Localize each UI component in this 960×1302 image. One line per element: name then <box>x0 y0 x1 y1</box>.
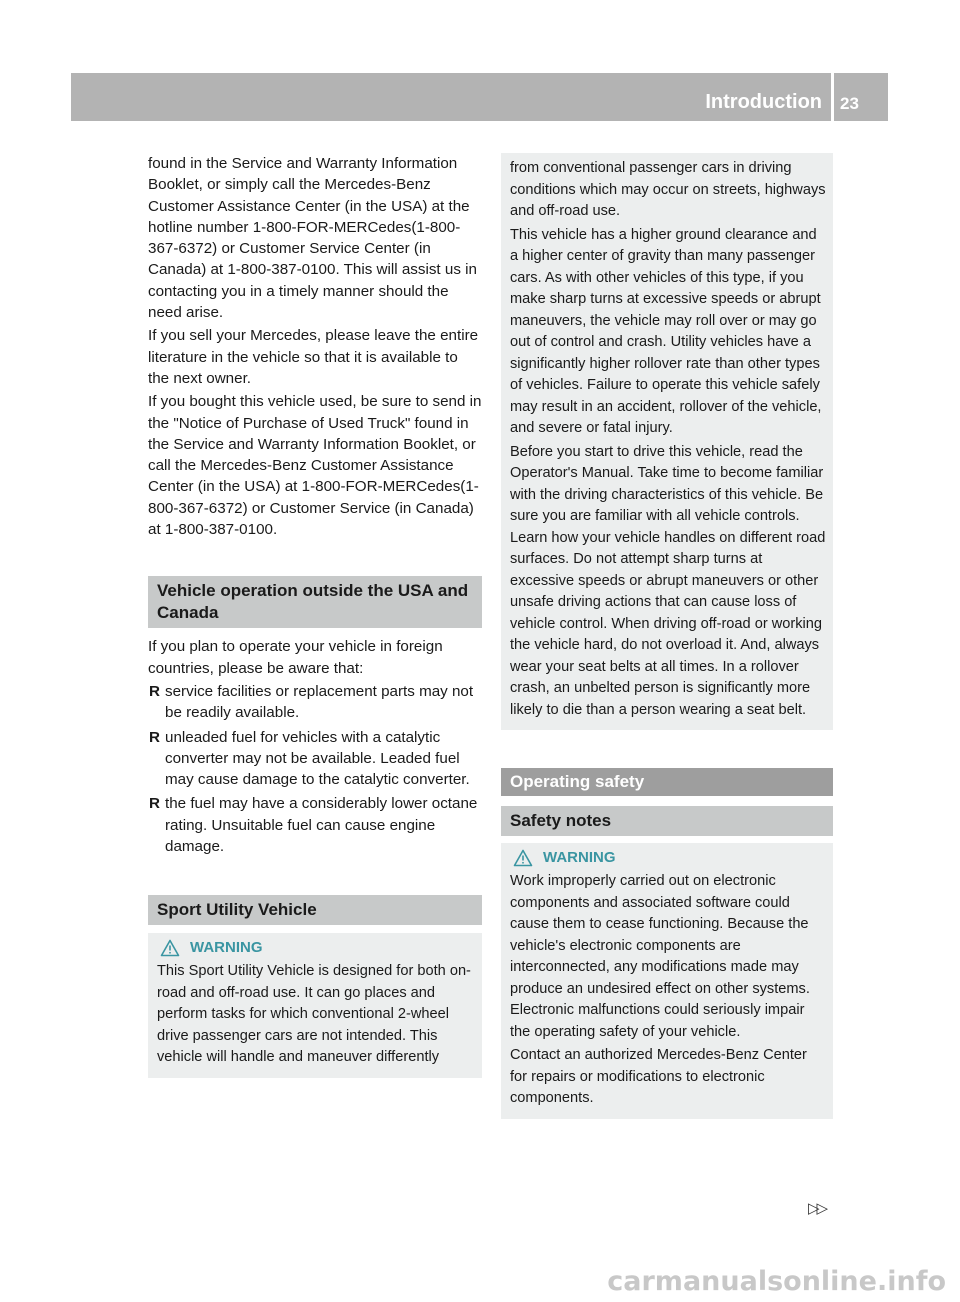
warning-continued-box <box>501 153 833 730</box>
bullet-marker: R <box>149 728 160 746</box>
list-item <box>148 793 482 857</box>
list-item <box>148 727 482 791</box>
watermark-text: carmanualsonline.info <box>607 1266 946 1297</box>
warning-paragraph: Before you start to drive this vehicle, read the Operator's Manual. Take time to become familiar with the driving characteristics of this vehicle. Be sure you are familiar with all vehicle controls. Learn how your vehicle handles on different road surfaces. Do not attempt sharp turns at excessive speeds or abrupt maneuvers or other unsafe driving actions that can cause loss of vehicle control. When driving off-road or working the vehicle hard, do not overload it. And, always wear your seat belts at all times. In a rollover crash, an unbelted person is significantly more likely to die than a person wearing a seat belt. <box>510 443 826 718</box>
intro-paragraph: If you bought this vehicle used, be sure to send in the "Notice of Purchase of Used Truck" found in the Service and Warranty Information Booklet, or call the Mercedes-Benz Customer Assistance Center (in the USA) at 1-800-FOR-MERCedes(1-800-367-6372) or Customer Service (in Canada) at 1-800-387-0100. <box>148 393 482 539</box>
warning-box <box>501 843 833 1119</box>
warning-paragraph: from conventional passenger cars in driving conditions which may occur on streets, highways and off-road use. <box>510 160 826 219</box>
warning-box <box>148 933 482 1078</box>
section-intro: If you plan to operate your vehicle in foreign countries, please be aware that: <box>148 638 443 677</box>
section-heading-safety-notes: Safety notes <box>501 806 833 836</box>
chapter-title: Introduction <box>705 91 822 113</box>
header-divider <box>831 73 834 121</box>
continued-arrow-icon: ▷▷ <box>808 1200 826 1217</box>
section-heading-sport-utility-vehicle: Sport Utility Vehicle <box>148 895 482 925</box>
warning-text: This Sport Utility Vehicle is designed for both on-road and off-road use. It can go places and perform tasks for which conventional 2-wheel drive passenger cars are not intended. This vehicle will handle and maneuver differently <box>157 963 471 1066</box>
warning-paragraph: Contact an authorized Mercedes-Benz Center for repairs or modifications to electronic components. <box>510 1047 807 1106</box>
warning-paragraph: Work improperly carried out on electronic components and associated software could cause them to cease functioning. Because the vehicle's electronic components are interconnected, any modifications made may produce an undesired effect on other systems. Electronic malfunctions could seriously impair the operating safety of your vehicle. <box>510 873 810 1040</box>
warning-label: WARNING <box>543 849 616 866</box>
warning-title <box>510 848 826 868</box>
warning-triangle-icon <box>513 849 533 867</box>
intro-paragraph: found in the Service and Warranty Information Booklet, or simply call the Mercedes-Benz Customer Assistance Center (in the USA) at the hotline number 1-800-FOR-MERCedes(1-800-367-6372) or Customer Service Center (in Canada) at 1-800-387-0100. This will assist us in contacting you in a timely manner should the need arise. <box>148 155 477 322</box>
left-column <box>148 153 482 1078</box>
right-column <box>501 153 833 1119</box>
bullet-marker: R <box>149 682 160 700</box>
bullet-list <box>148 681 482 857</box>
warning-title <box>157 938 475 958</box>
bullet-marker: R <box>149 795 160 813</box>
warning-paragraph: This vehicle has a higher ground clearance and a higher center of gravity than many passenger cars. As with other vehicles of this type, if you make sharp turns at excessive speeds or abrupt maneuvers, the vehicle may roll over or may go out of control and crash. Utility vehicles have a significantly higher rollover rate than other types of vehicles. Failure to operate this vehicle safely may result in an accident, rollover of the vehicle, and severe or fatal injury. <box>510 226 822 436</box>
warning-triangle-icon <box>160 939 180 957</box>
intro-paragraph: If you sell your Mercedes, please leave the entire literature in the vehicle so that it is available to the next owner. <box>148 327 479 387</box>
bullet-text: service facilities or replacement parts may not be readily available. <box>165 682 474 722</box>
page-number: 23 <box>840 94 859 113</box>
bullet-text: the fuel may have a considerably lower octane rating. Unsuitable fuel can cause engine damage. <box>165 795 478 856</box>
section-heading-operating-safety: Operating safety <box>501 768 833 796</box>
warning-label: WARNING <box>190 939 263 957</box>
bullet-text: unleaded fuel for vehicles with a catalytic converter may not be available. Leaded fuel may cause damage to the catalytic converter. <box>165 728 470 789</box>
list-item <box>148 681 482 724</box>
section-heading-vehicle-operation: Vehicle operation outside the USA and Canada <box>148 576 482 628</box>
